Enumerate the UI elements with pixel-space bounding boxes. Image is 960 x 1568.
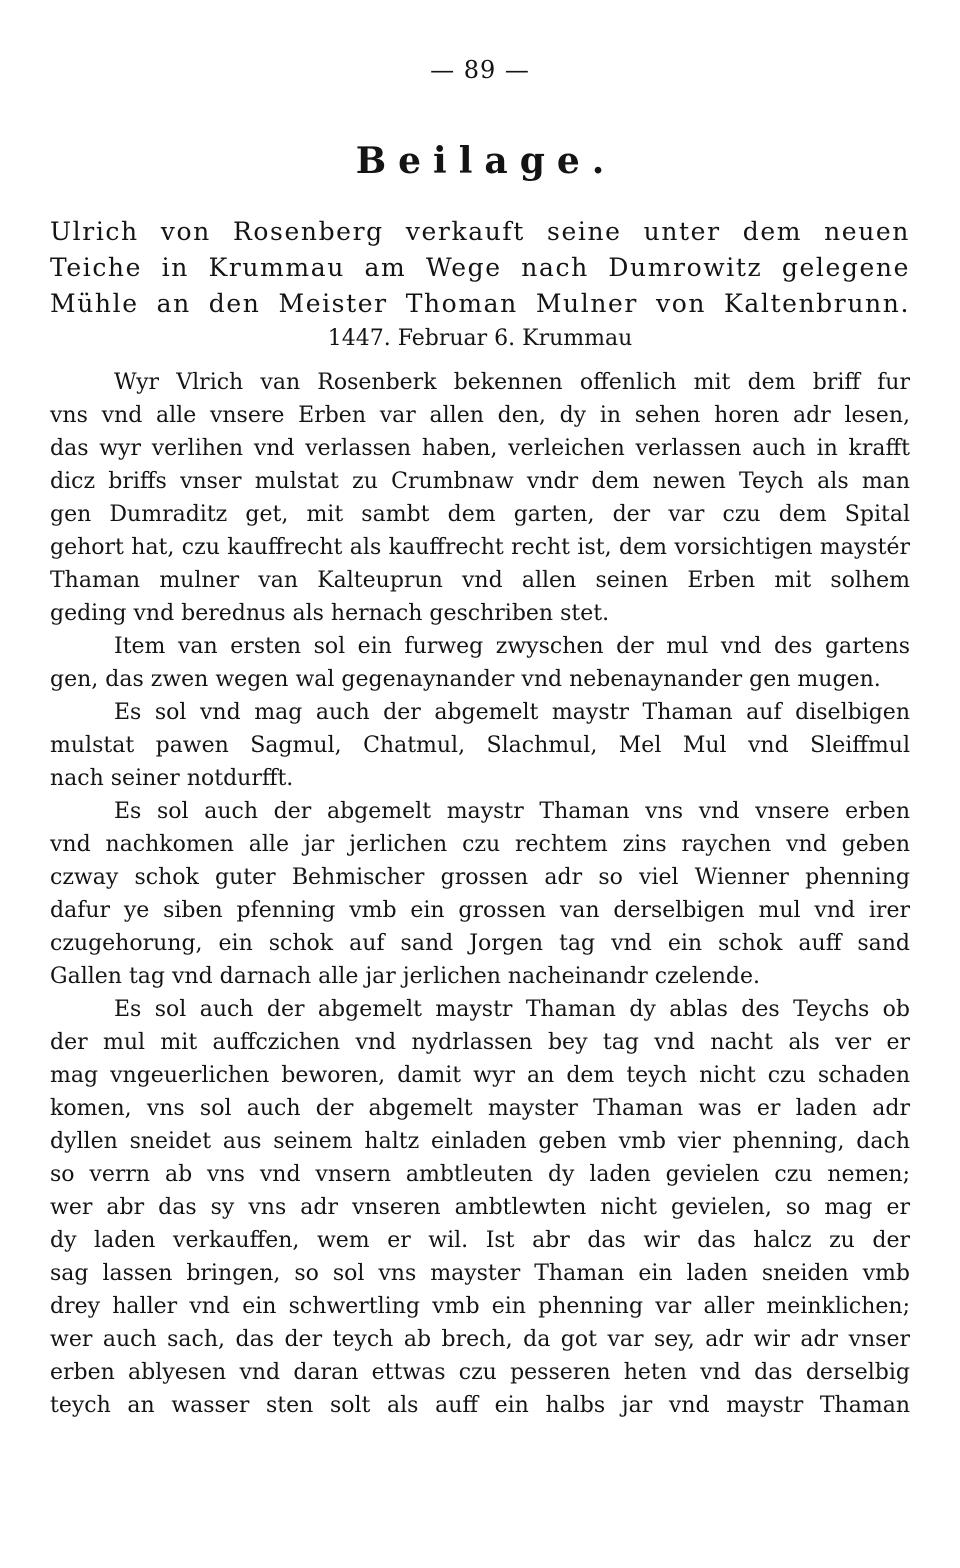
- heading-line: Mühle an den Meister Thoman Mulner von Kaltenbrunn.: [50, 289, 910, 318]
- text-line: Wyr Vlrich van Rosenberk bekennen offenlich mit dem briff fur: [114, 370, 910, 395]
- page-number: — 89 —: [430, 56, 530, 84]
- text-line: teych an wasser sten solt als auff ein halbs jar vnd maystr Thaman: [50, 1393, 910, 1418]
- text-line: gen Dumraditz get, mit sambt dem garten, der var czu dem Spital: [50, 502, 910, 527]
- page-title: Beilage.: [355, 140, 617, 182]
- document-heading: [50, 214, 910, 322]
- text-line: czugehorung, ein schok auf sand Jorgen tag vnd ein schok auff sand: [50, 931, 910, 956]
- text-line: drey haller vnd ein schwertling vmb ein phenning var aller meinklichen;: [50, 1294, 910, 1319]
- paragraph: [50, 993, 910, 1422]
- text-line: Thaman mulner van Kalteuprun vnd allen seinen Erben mit solhem: [50, 568, 910, 593]
- heading-line: Ulrich von Rosenberg verkauft seine unter dem neuen: [50, 217, 910, 246]
- text-line: gen, das zwen wegen wal gegenaynander vnd nebenaynander gen mugen.: [50, 667, 881, 692]
- text-line: das wyr verlihen vnd verlassen haben, verleichen verlassen auch in krafft: [50, 436, 910, 461]
- paragraph: [50, 795, 910, 993]
- text-line: so verrn ab vns vnd vnsern ambtleuten dy laden gevielen czu nemen;: [50, 1162, 910, 1187]
- text-line: gehort hat, czu kauffrecht als kauffrecht recht ist, dem vorsichtigen maystér: [50, 535, 910, 560]
- text-line: czway schok guter Behmischer grossen adr so viel Wienner phenning: [50, 865, 910, 890]
- text-line: Es sol auch der abgemelt maystr Thaman dy ablas des Teychs ob: [114, 997, 910, 1022]
- text-line: wer abr das sy vns adr vnseren ambtlewten nicht gevielen, so mag er: [50, 1195, 910, 1220]
- text-line: erben ablyesen vnd daran ettwas czu pesseren heten vnd das derselbig: [50, 1360, 910, 1385]
- text-line: vnd nachkomen alle jar jerlichen czu rechtem zins raychen vnd geben: [50, 832, 910, 857]
- text-line: Gallen tag vnd darnach alle jar jerlichen nacheinandr czelende.: [50, 964, 761, 989]
- text-line: Item van ersten sol ein furweg zwyschen der mul vnd des gartens: [114, 634, 910, 659]
- text-line: Es sol auch der abgemelt maystr Thaman vns vnd vnsere erben: [114, 799, 910, 824]
- text-line: sag lassen bringen, so sol vns mayster Thaman ein laden sneiden vmb: [50, 1261, 910, 1286]
- text-line: dyllen sneidet aus seinem haltz einladen geben vmb vier phenning, dach: [50, 1129, 910, 1154]
- paragraph: [50, 630, 910, 696]
- paragraph: [50, 696, 910, 795]
- heading-line: Teiche in Krummau am Wege nach Dumrowitz gelegene: [50, 253, 910, 282]
- text-line: dafur ye siben pfenning vmb ein grossen van derselbigen mul vnd irer: [50, 898, 910, 923]
- dateline: 1447. Februar 6. Krummau: [327, 326, 633, 351]
- text-line: dicz briffs vnser mulstat zu Crumbnaw vndr dem newen Teych als man: [50, 469, 910, 494]
- text-line: geding vnd berednus als hernach geschriben stet.: [50, 601, 610, 626]
- paragraph: [50, 366, 910, 630]
- text-line: der mul mit auffczichen vnd nydrlassen bey tag vnd nacht als ver er: [50, 1030, 910, 1055]
- book-page: [50, 0, 910, 1568]
- text-line: vns vnd alle vnsere Erben var allen den, dy in sehen horen adr lesen,: [50, 403, 910, 428]
- text-line: nach seiner notdurfft.: [50, 766, 294, 791]
- text-line: mulstat pawen Sagmul, Chatmul, Slachmul, Mel Mul vnd Sleiffmul: [50, 733, 910, 758]
- text-line: Es sol vnd mag auch der abgemelt maystr Thaman auf diselbigen: [114, 700, 910, 725]
- text-line: wer auch sach, das der teych ab brech, da got var sey, adr wir adr vnser: [50, 1327, 910, 1352]
- text-line: dy laden verkauffen, wem er wil. Ist abr das wir das halcz zu der: [50, 1228, 910, 1253]
- document-body: [50, 366, 910, 1422]
- text-line: mag vngeuerlichen beworen, damit wyr an dem teych nicht czu schaden: [50, 1063, 910, 1088]
- text-line: komen, vns sol auch der abgemelt mayster Thaman was er laden adr: [50, 1096, 910, 1121]
